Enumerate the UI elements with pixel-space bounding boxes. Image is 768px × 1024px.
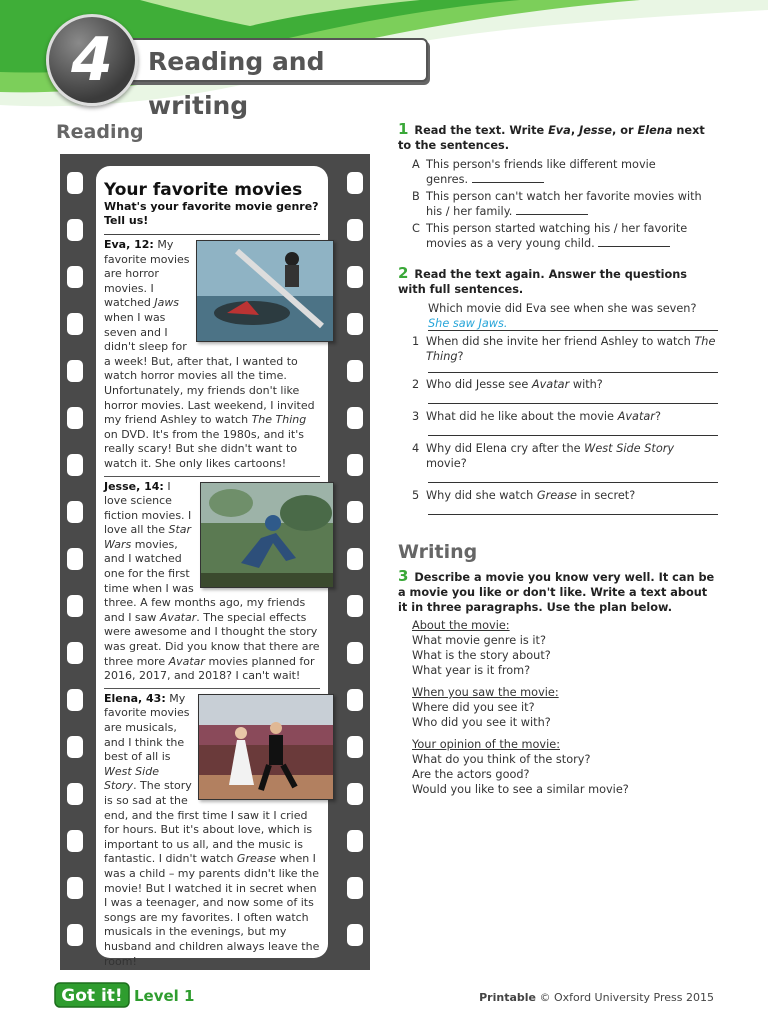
unit-title: Reading and writing: [118, 38, 428, 82]
answer-line-1[interactable]: [428, 364, 718, 373]
movie-title: Jaws: [154, 296, 180, 310]
name-eva: Eva: [548, 124, 571, 137]
movie-title: The Thing: [426, 335, 716, 363]
exercise-3-instruction: [398, 569, 718, 615]
movie-title: The Thing: [251, 413, 307, 427]
answer-blank[interactable]: [598, 236, 670, 247]
jaws-photo: [196, 240, 334, 342]
question-number: 4: [412, 442, 420, 455]
exercise-1-item-c: [412, 221, 718, 251]
printable-label: Printable: [479, 991, 536, 1004]
entry-text: when I was seven and I didn't sleep for a week! But, after that, I wanted to watch horror movies all the time. Unfortunately, my friends don't like horror movies. Last weekend, I invited my friend Ashley to watch: [104, 310, 315, 427]
plan-line: Are the actors good?: [412, 768, 530, 781]
entry-text: I love science fiction movies. I love all the: [104, 479, 192, 537]
west-side-story-photo: [198, 694, 334, 800]
instruction-text: Read the text again. Answer the questions with full sentences.: [398, 268, 688, 296]
answer-blank[interactable]: [516, 204, 588, 215]
movie-title: Avatar: [531, 378, 570, 391]
example-question: Which movie did Eva see when she was seven?: [428, 302, 697, 315]
reading-heading: Reading: [56, 121, 144, 143]
article-title: Your favorite movies: [104, 180, 303, 200]
plan-line: Who did you see it with?: [412, 716, 551, 729]
instruction-text: ,: [570, 124, 580, 137]
entry-text: movies planned for 2016, 2017, and 2018? I can't wait!: [104, 654, 315, 683]
film-holes-right: [347, 172, 363, 971]
plan-line: What movie genre is it?: [412, 634, 546, 647]
entry-text: . The special effects were awesome and I thought the story was great. Did you know that there are three more: [104, 610, 320, 668]
question-text: ?: [654, 410, 661, 423]
item-letter: C: [412, 222, 420, 235]
entry-name: Elena, 43:: [104, 691, 166, 705]
entry-text: on DVD. It's from the 1980s, and it's really scary! But she didn't want to watch it. She only likes cartoons!: [104, 427, 304, 470]
unit-number-badge: [46, 14, 138, 106]
entry-text: My favorite movies are musicals, and I think the best of all is: [104, 691, 190, 764]
exercise-1: [398, 122, 718, 251]
writing-heading: Writing: [398, 541, 478, 563]
unit-number: 4: [71, 25, 113, 95]
entry-name: Jesse, 14:: [104, 479, 164, 493]
film-holes-left: [67, 172, 83, 971]
question-text: What did he like about the movie: [426, 410, 618, 423]
question-number: 3: [412, 410, 420, 423]
plan-title: When you saw the movie:: [412, 686, 559, 699]
instruction-text: Describe a movie you know very well. It can be a movie you like or don't like. Write a text about it in three paragraphs. Use the plan below.: [398, 571, 715, 614]
movie-title: Star Wars: [104, 523, 192, 551]
question-number: 2: [412, 378, 420, 391]
logo-text: Got it!: [61, 986, 123, 1006]
article-subtitle: What's your favorite movie genre? Tell us!: [104, 200, 320, 235]
question-4: [412, 441, 718, 471]
plan-section-3: [412, 737, 718, 797]
question-number: 1: [412, 335, 420, 348]
entry-text: . The story is so sad at the end, and the first time I saw it I cried for hours. But it's about love, which is important to us all, and the music is fantastic. I didn't watch: [104, 779, 313, 866]
writing-plan: [412, 618, 718, 797]
question-text: Who did Jesse see: [426, 378, 532, 391]
item-text: This person started watching his / her favorite movies as a very young child.: [426, 222, 688, 250]
plan-line: What year is it from?: [412, 664, 531, 677]
item-letter: A: [412, 158, 420, 171]
plan-title: Your opinion of the movie:: [412, 738, 560, 751]
exercise-number: 3: [398, 567, 409, 585]
movie-title: West Side Story: [584, 442, 675, 455]
name-jesse: Jesse: [579, 124, 613, 137]
entry-jesse: [104, 480, 320, 689]
question-text: Why did Elena cry after the: [426, 442, 585, 455]
movie-title: Avatar: [159, 610, 197, 624]
exercise-1-item-b: [412, 189, 718, 219]
movie-title: Grease: [236, 852, 276, 866]
got-it-logo: [54, 982, 130, 1008]
copyright-text: © Oxford University Press 2015: [539, 991, 714, 1004]
entry-text: movies, and I watched one for the first time when I was three. A few months ago, my friends and I saw: [104, 537, 306, 624]
entry-eva: [104, 238, 320, 477]
question-text: movie?: [426, 457, 467, 470]
instruction-text: Read the text. Write: [414, 124, 549, 137]
level-label: Level 1: [134, 987, 195, 1005]
question-3: [412, 409, 718, 424]
exercise-number: 2: [398, 264, 409, 282]
answer-blank[interactable]: [472, 172, 544, 183]
question-2: [412, 377, 718, 392]
entry-elena: [104, 692, 320, 973]
answer-line-5[interactable]: [428, 503, 718, 515]
instruction-text: , or: [612, 124, 638, 137]
plan-line: What is the story about?: [412, 649, 551, 662]
exercise-number: 1: [398, 120, 409, 138]
question-text: ?: [457, 350, 464, 363]
plan-section-2: [412, 685, 718, 730]
article-card: [96, 166, 328, 968]
avatar-photo: [200, 482, 334, 588]
question-text: with?: [569, 378, 603, 391]
question-number: 5: [412, 489, 420, 502]
answer-line-4[interactable]: [428, 471, 718, 483]
movie-title: Avatar: [617, 410, 655, 423]
exercise-2-instruction: [398, 266, 718, 297]
question-5: [412, 488, 718, 503]
entry-text: My favorite movies are horror movies. I watched: [104, 238, 190, 310]
question-text: Why did she watch: [426, 489, 537, 502]
plan-line: What do you think of the story?: [412, 753, 591, 766]
question-text: in secret?: [576, 489, 636, 502]
plan-line: Would you like to see a similar movie?: [412, 783, 629, 796]
exercise-1-item-a: [412, 157, 718, 187]
movie-title: Avatar: [168, 654, 205, 668]
entry-text: when I was a child – my parents didn't like the movie! But I watched it in secret when I was a teenager, and now some of its songs are my favorites. I often watch musicals in the evenings, but my husband and children always leave the room!: [104, 852, 320, 968]
plan-section-1: [412, 618, 718, 678]
movie-title: West Side Story: [104, 764, 159, 793]
entry-name: Eva, 12:: [104, 238, 154, 251]
plan-line: Where did you see it?: [412, 701, 535, 714]
item-letter: B: [412, 190, 420, 203]
copyright-line: [479, 991, 714, 1004]
answer-line-3[interactable]: [428, 424, 718, 436]
question-text: When did she invite her friend Ashley to watch: [426, 335, 695, 348]
name-elena: Elena: [637, 124, 673, 137]
movie-title: Grease: [536, 489, 577, 502]
item-text: This person's friends like different movie genres.: [426, 158, 656, 186]
example-answer: She saw Jaws.: [428, 316, 718, 331]
question-1: [412, 334, 718, 364]
plan-title: About the movie:: [412, 619, 510, 632]
exercise-1-instruction: [398, 122, 718, 153]
item-text: This person can't watch her favorite movies with his / her family.: [426, 190, 702, 218]
answer-line-2[interactable]: [428, 392, 718, 404]
exercise-2: [398, 266, 718, 515]
exercise-3: [398, 569, 718, 797]
instruction-text: next to the sentences.: [398, 124, 705, 152]
